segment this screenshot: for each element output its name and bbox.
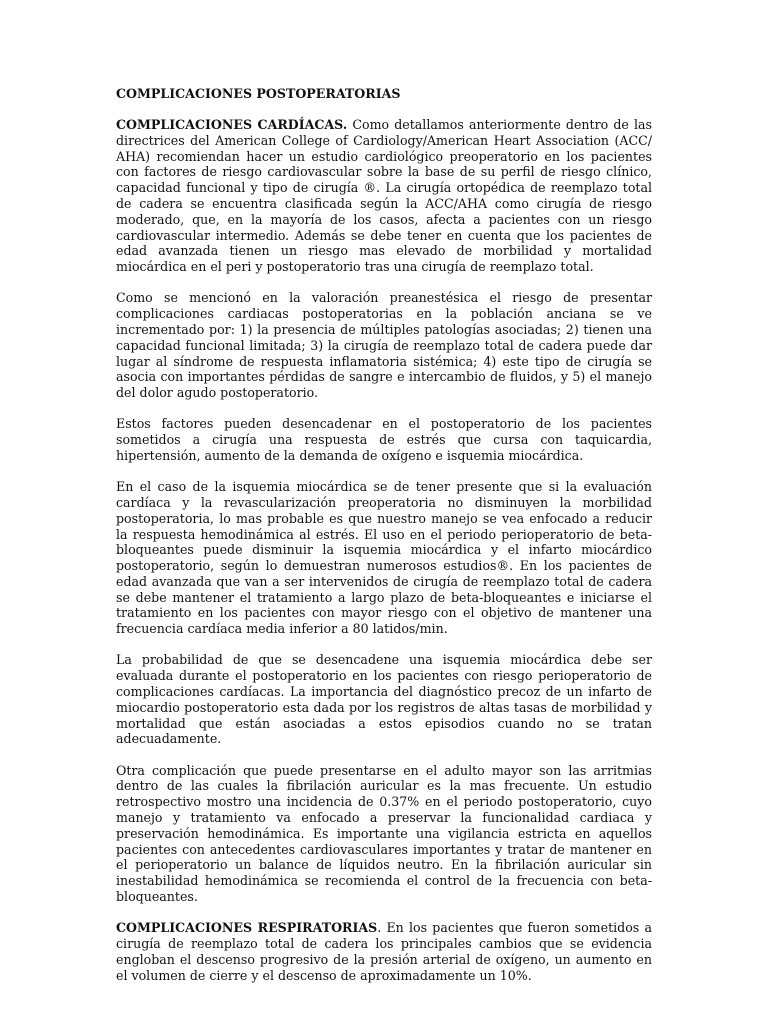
paragraph-risk-factors: [116, 290, 652, 401]
paragraph-text: Otra complicación que puede presentarse en el adulto mayor son las arritmias dentro de las cuales la fibrilación auricular es la mas frecuente. Un estudio retrospectivo mostro una incidencia de 0.37% en el periodo postoperatorio, cuyo manejo y tratamiento va enfocado a preservar la funcionalidad cardiaca y preservación hemodinámica. Es importante una vigilancia estricta en aquellos pacientes con antecedentes cardiovasculares importantes y tratar de mantener en el perioperatorio un balance de líquidos neutro. En la fibrilación auricular sin inestabilidad hemodinámica se recomienda el control de la frecuencia con beta-bloqueantes.: [116, 762, 652, 905]
paragraph-text: . En los pacientes que fueron sometidos a cirugía de reemplazo total de cadera los principales cambios que se evidencia engloban el descenso progresivo de la presión arterial de oxígeno, un aumento en el volumen de cierre y el descenso de aproximadamente un 10%.: [116, 920, 652, 983]
section-heading-cardiac: COMPLICACIONES CARDÍACAS.: [116, 117, 348, 132]
paragraph-stress-response: [116, 416, 652, 463]
section-heading-respiratory: COMPLICACIONES RESPIRATORIAS: [116, 920, 378, 936]
paragraph-text: Como se mencionó en la valoración preanestésica el riesgo de presentar complicaciones cardiacas postoperatorias en la población anciana se ve incrementado por: 1) la presencia de múltiples patologías asociadas; 2) tienen una capacidad funcional limitada; 3) la cirugía de reemplazo total de cadera puede dar lugar al síndrome de respuesta inflamatoria sistémica; 4) este tipo de cirugía se asocia con importantes pérdidas de sangre e intercambio de fluidos, y 5) el manejo del dolor agudo postoperatorio.: [116, 290, 652, 401]
paragraph-probability: [116, 652, 652, 747]
paragraph-ischemia: [116, 479, 652, 637]
paragraph-cardiac: [116, 117, 652, 275]
paragraph-text: En el caso de la isquemia miocárdica se de tener presente que si la evaluación cardíaca y la revascularización preoperatoria no disminuyen la morbilidad postoperatoria, lo mas probable es que nuestro manejo se vea enfocado a reducir la respuesta hemodinámica al estrés. El uso en el periodo perioperatorio de beta-bloqueantes puede disminuir la isquemia miocárdica y el infarto miocárdico postoperatorio, según lo demuestran numerosos estudios®. En los pacientes de edad avanzada que van a ser intervenidos de cirugía de reemplazo total de cadera se debe mantener el tratamiento a largo plazo de beta-bloqueantes e iniciarse el tratamiento en los pacientes con mayor riesgo con el objetivo de mantener una frecuencia cardíaca media inferior a 80 latidos/min.: [116, 479, 652, 637]
paragraph-arrhythmia: [116, 763, 652, 905]
paragraph-respiratory: [116, 920, 652, 983]
document-title: COMPLICACIONES POSTOPERATORIAS: [116, 86, 401, 101]
paragraph-text: Estos factores pueden desencadenar en el postoperatorio de los pacientes sometidos a cirugía una respuesta de estrés que cursa con taquicardia, hipertensión, aumento de la demanda de oxígeno e isquemia miocárdica.: [116, 416, 652, 463]
paragraph-text: La probabilidad de que se desencadene una isquemia miocárdica debe ser evaluada durante el postoperatorio en los pacientes con riesgo perioperatorio de complicaciones cardíacas. La importancia del diagnóstico precoz de un infarto de miocardio postoperatorio esta dada por los registros de altas tasas de morbilidad y mortalidad que están asociadas a estos episodios cuando no se tratan adecuadamente.: [116, 652, 652, 747]
paragraph-text: Como detallamos anteriormente dentro de las directrices del American College of Cardiology/American Heart Association (ACC/ AHA) recomiendan hacer un estudio cardiológico preoperatorio en los pacientes con factores de riesgo cardiovascular sobre la base de su perfil de riesgo clínico, capacidad funcional y tipo de cirugía ®. La cirugía ortopédica de reemplazo total de cadera se encuentra clasificada según la ACC/AHA como cirugía de riesgo moderado, que, en la mayoría de los casos, afecta a pacientes con un riesgo cardiovascular intermedio. Además se debe tener en cuenta que los pacientes de edad avanzada tienen un riesgo mas elevado de morbilidad y mortalidad miocárdica en el peri y postoperatorio tras una cirugía de reemplazo total.: [116, 117, 652, 275]
